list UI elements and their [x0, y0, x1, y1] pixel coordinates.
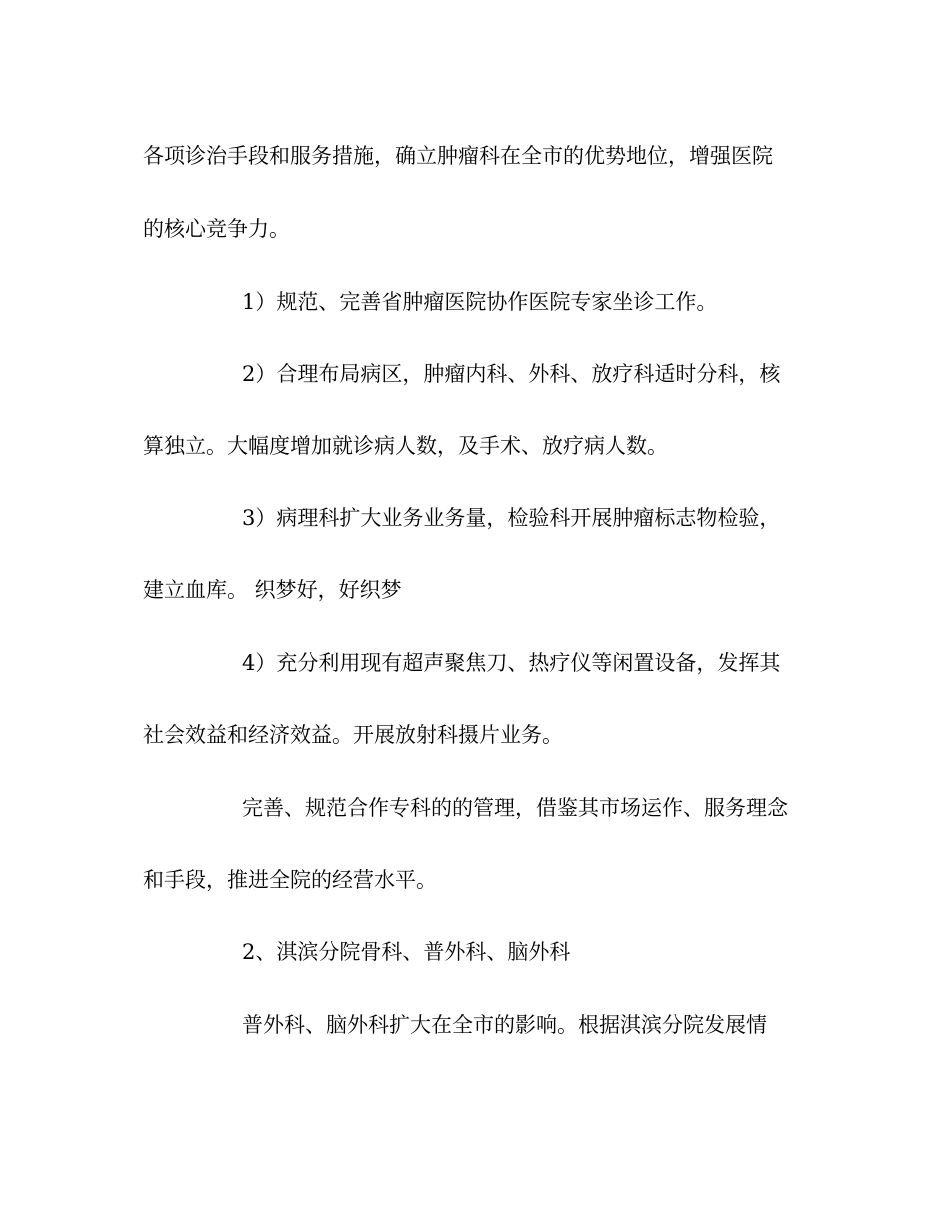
section-heading: 2、淇滨分院骨科、普外科、脑外科 [242, 940, 571, 964]
body-text-line: 各项诊治手段和服务措施，确立肿瘤科在全市的优势地位，增强医院 [143, 144, 773, 168]
paragraph-start: 完善、规范合作专科的的管理，借鉴其市场运作、服务理念 [242, 796, 788, 820]
body-text-line: 建立血库。 织梦好，好织梦 [143, 578, 402, 602]
list-item-2: 2）合理布局病区，肿瘤内科、外科、放疗科适时分科，核 [242, 362, 781, 386]
list-item-1: 1）规范、完善省肿瘤医院协作医院专家坐诊工作。 [242, 290, 718, 314]
body-text-line: 的核心竞争力。 [143, 217, 290, 241]
body-text-line: 和手段，推进全院的经营水平。 [143, 868, 437, 892]
body-text-line: 社会效益和经济效益。开展放射科摄片业务。 [143, 723, 563, 747]
list-item-4: 4）充分利用现有超声聚焦刀、热疗仪等闲置设备，发挥其 [242, 651, 781, 675]
body-text-line: 算独立。大幅度增加就诊病人数，及手术、放疗病人数。 [143, 434, 668, 458]
list-item-3: 3）病理科扩大业务业务量，检验科开展肿瘤标志物检验， [242, 506, 781, 530]
paragraph-start: 普外科、脑外科扩大在全市的影响。根据淇滨分院发展情 [242, 1013, 767, 1037]
